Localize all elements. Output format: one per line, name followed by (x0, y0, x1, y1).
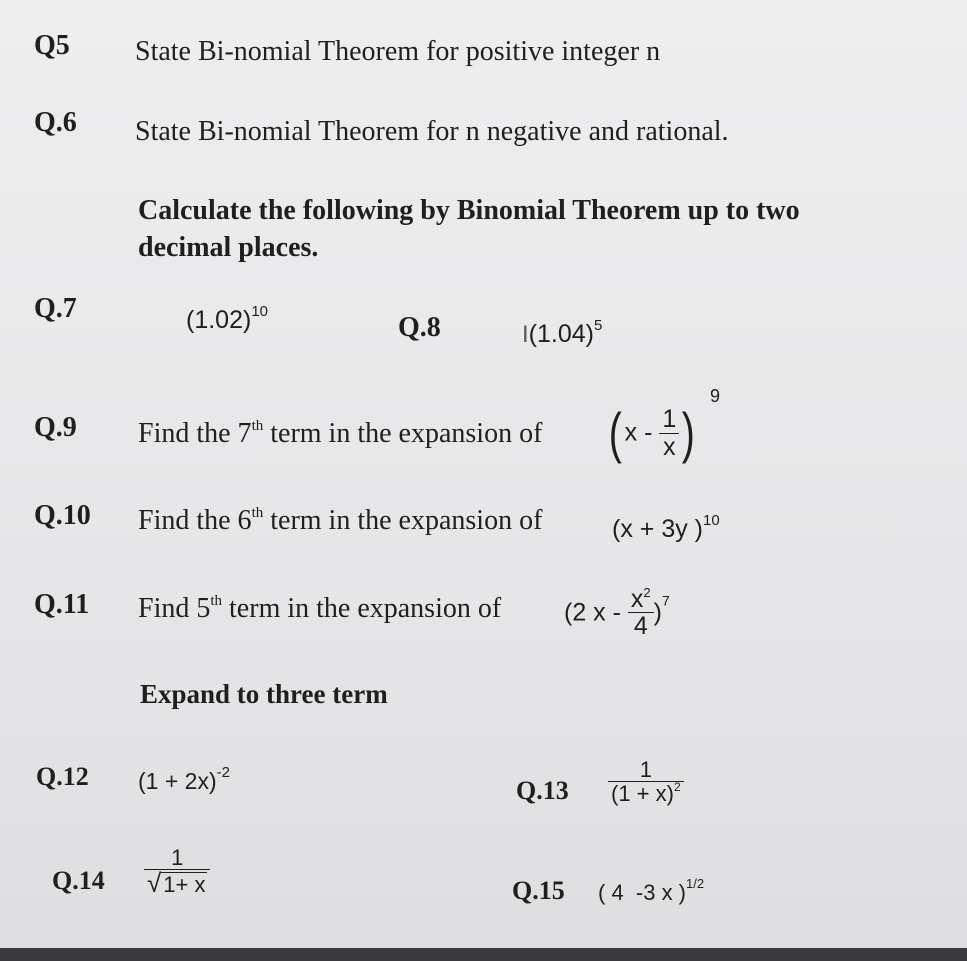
question-number-8: Q.8 (398, 312, 441, 343)
q12-base: (1 + 2x) (138, 768, 217, 794)
question-5-text: State Bi-nomial Theorem for positive integer n (135, 36, 661, 67)
q10-text-post: term in the expansion of (263, 505, 543, 536)
section-heading-calculate: Calculate the following by Binomial Theorem up to two (138, 195, 800, 226)
q11-numerator-exponent: 2 (643, 585, 651, 600)
q9-fraction (659, 406, 679, 460)
question-number-11: Q.11 (34, 589, 90, 620)
question-13-expression (608, 758, 684, 805)
q13-fraction-denominator (608, 781, 684, 805)
q15-exponent: 1/2 (686, 876, 705, 891)
q9-text-pre: Find the 7 (138, 418, 252, 449)
q9-exponent: 9 (710, 386, 721, 406)
q11-numerator-base: x (630, 585, 644, 613)
q8-base: (1.04) (528, 320, 594, 348)
q11-text-pre: Find 5 (138, 593, 211, 624)
q13-denominator-exponent: 2 (673, 780, 681, 795)
q14-fraction-numerator: 1 (171, 845, 184, 870)
q8-exponent: 5 (593, 317, 603, 334)
q10-text-pre: Find the 6 (138, 505, 252, 536)
q13-fraction-numerator: 1 (639, 757, 652, 782)
question-number-14: Q.14 (52, 866, 105, 895)
q9-x-term: x - (624, 418, 660, 447)
q11-text-post: term in the expansion of (222, 593, 502, 624)
q9-ordinal: th (251, 418, 264, 434)
question-number-5: Q5 (34, 30, 70, 61)
q15-base: ( 4 -3 x ) (598, 880, 687, 905)
question-9-text (138, 418, 542, 450)
q10-base: (x + 3y ) (612, 515, 703, 543)
q11-fraction-denominator: 4 (628, 612, 654, 639)
q11-fraction-numerator (628, 586, 654, 612)
q14-fraction (144, 846, 210, 897)
q9-fraction-numerator: 1 (662, 405, 677, 434)
question-11-expression (564, 586, 670, 640)
question-6-text: State Bi-nomial Theorem for n negative and rational. (135, 116, 729, 147)
square-root-icon: √ (147, 868, 162, 899)
question-number-6: Q.6 (34, 107, 77, 138)
question-12-expression (138, 764, 230, 795)
q9-open-paren: ( (608, 401, 622, 464)
question-9-expression (606, 401, 698, 464)
question-8-expression (522, 317, 603, 349)
question-number-7: Q.7 (34, 293, 77, 324)
q9-fraction-denominator: x (659, 433, 679, 460)
q10-exponent: 10 (703, 512, 720, 529)
text-cursor-icon: I (522, 321, 529, 348)
section-heading-calculate-line2: decimal places. (138, 232, 319, 263)
q9-text-post: term in the expansion of (263, 418, 543, 449)
q10-ordinal: th (251, 505, 264, 521)
q11-fraction (628, 586, 654, 640)
q13-denominator-base: (1 + x) (611, 781, 674, 807)
q14-fraction-denominator (144, 869, 210, 897)
question-10-text (138, 505, 542, 537)
question-number-9: Q.9 (34, 412, 77, 443)
q11-ordinal: th (210, 593, 223, 609)
question-number-12: Q.12 (36, 762, 89, 791)
question-14-expression (144, 846, 210, 897)
question-number-10: Q.10 (34, 500, 91, 531)
q14-radicand: 1+ x (163, 872, 206, 898)
screen-bottom-bezel (0, 948, 967, 961)
question-15-expression (598, 876, 705, 906)
question-number-15: Q.15 (512, 876, 565, 905)
section-heading-expand: Expand to three term (140, 679, 388, 709)
question-10-expression (612, 512, 720, 544)
q11-exponent: 7 (661, 592, 670, 609)
question-11-text (138, 593, 501, 625)
q11-expr-pre: (2 x - (564, 598, 628, 627)
q12-exponent: -2 (216, 764, 230, 781)
q9-close-paren: ) (682, 401, 696, 464)
question-7-expression (186, 303, 268, 335)
q13-fraction (608, 758, 684, 805)
q11-expr-post: ) (653, 598, 662, 627)
question-number-13: Q.13 (516, 776, 569, 805)
q7-exponent: 10 (251, 303, 268, 320)
q7-base: (1.02) (186, 306, 252, 334)
